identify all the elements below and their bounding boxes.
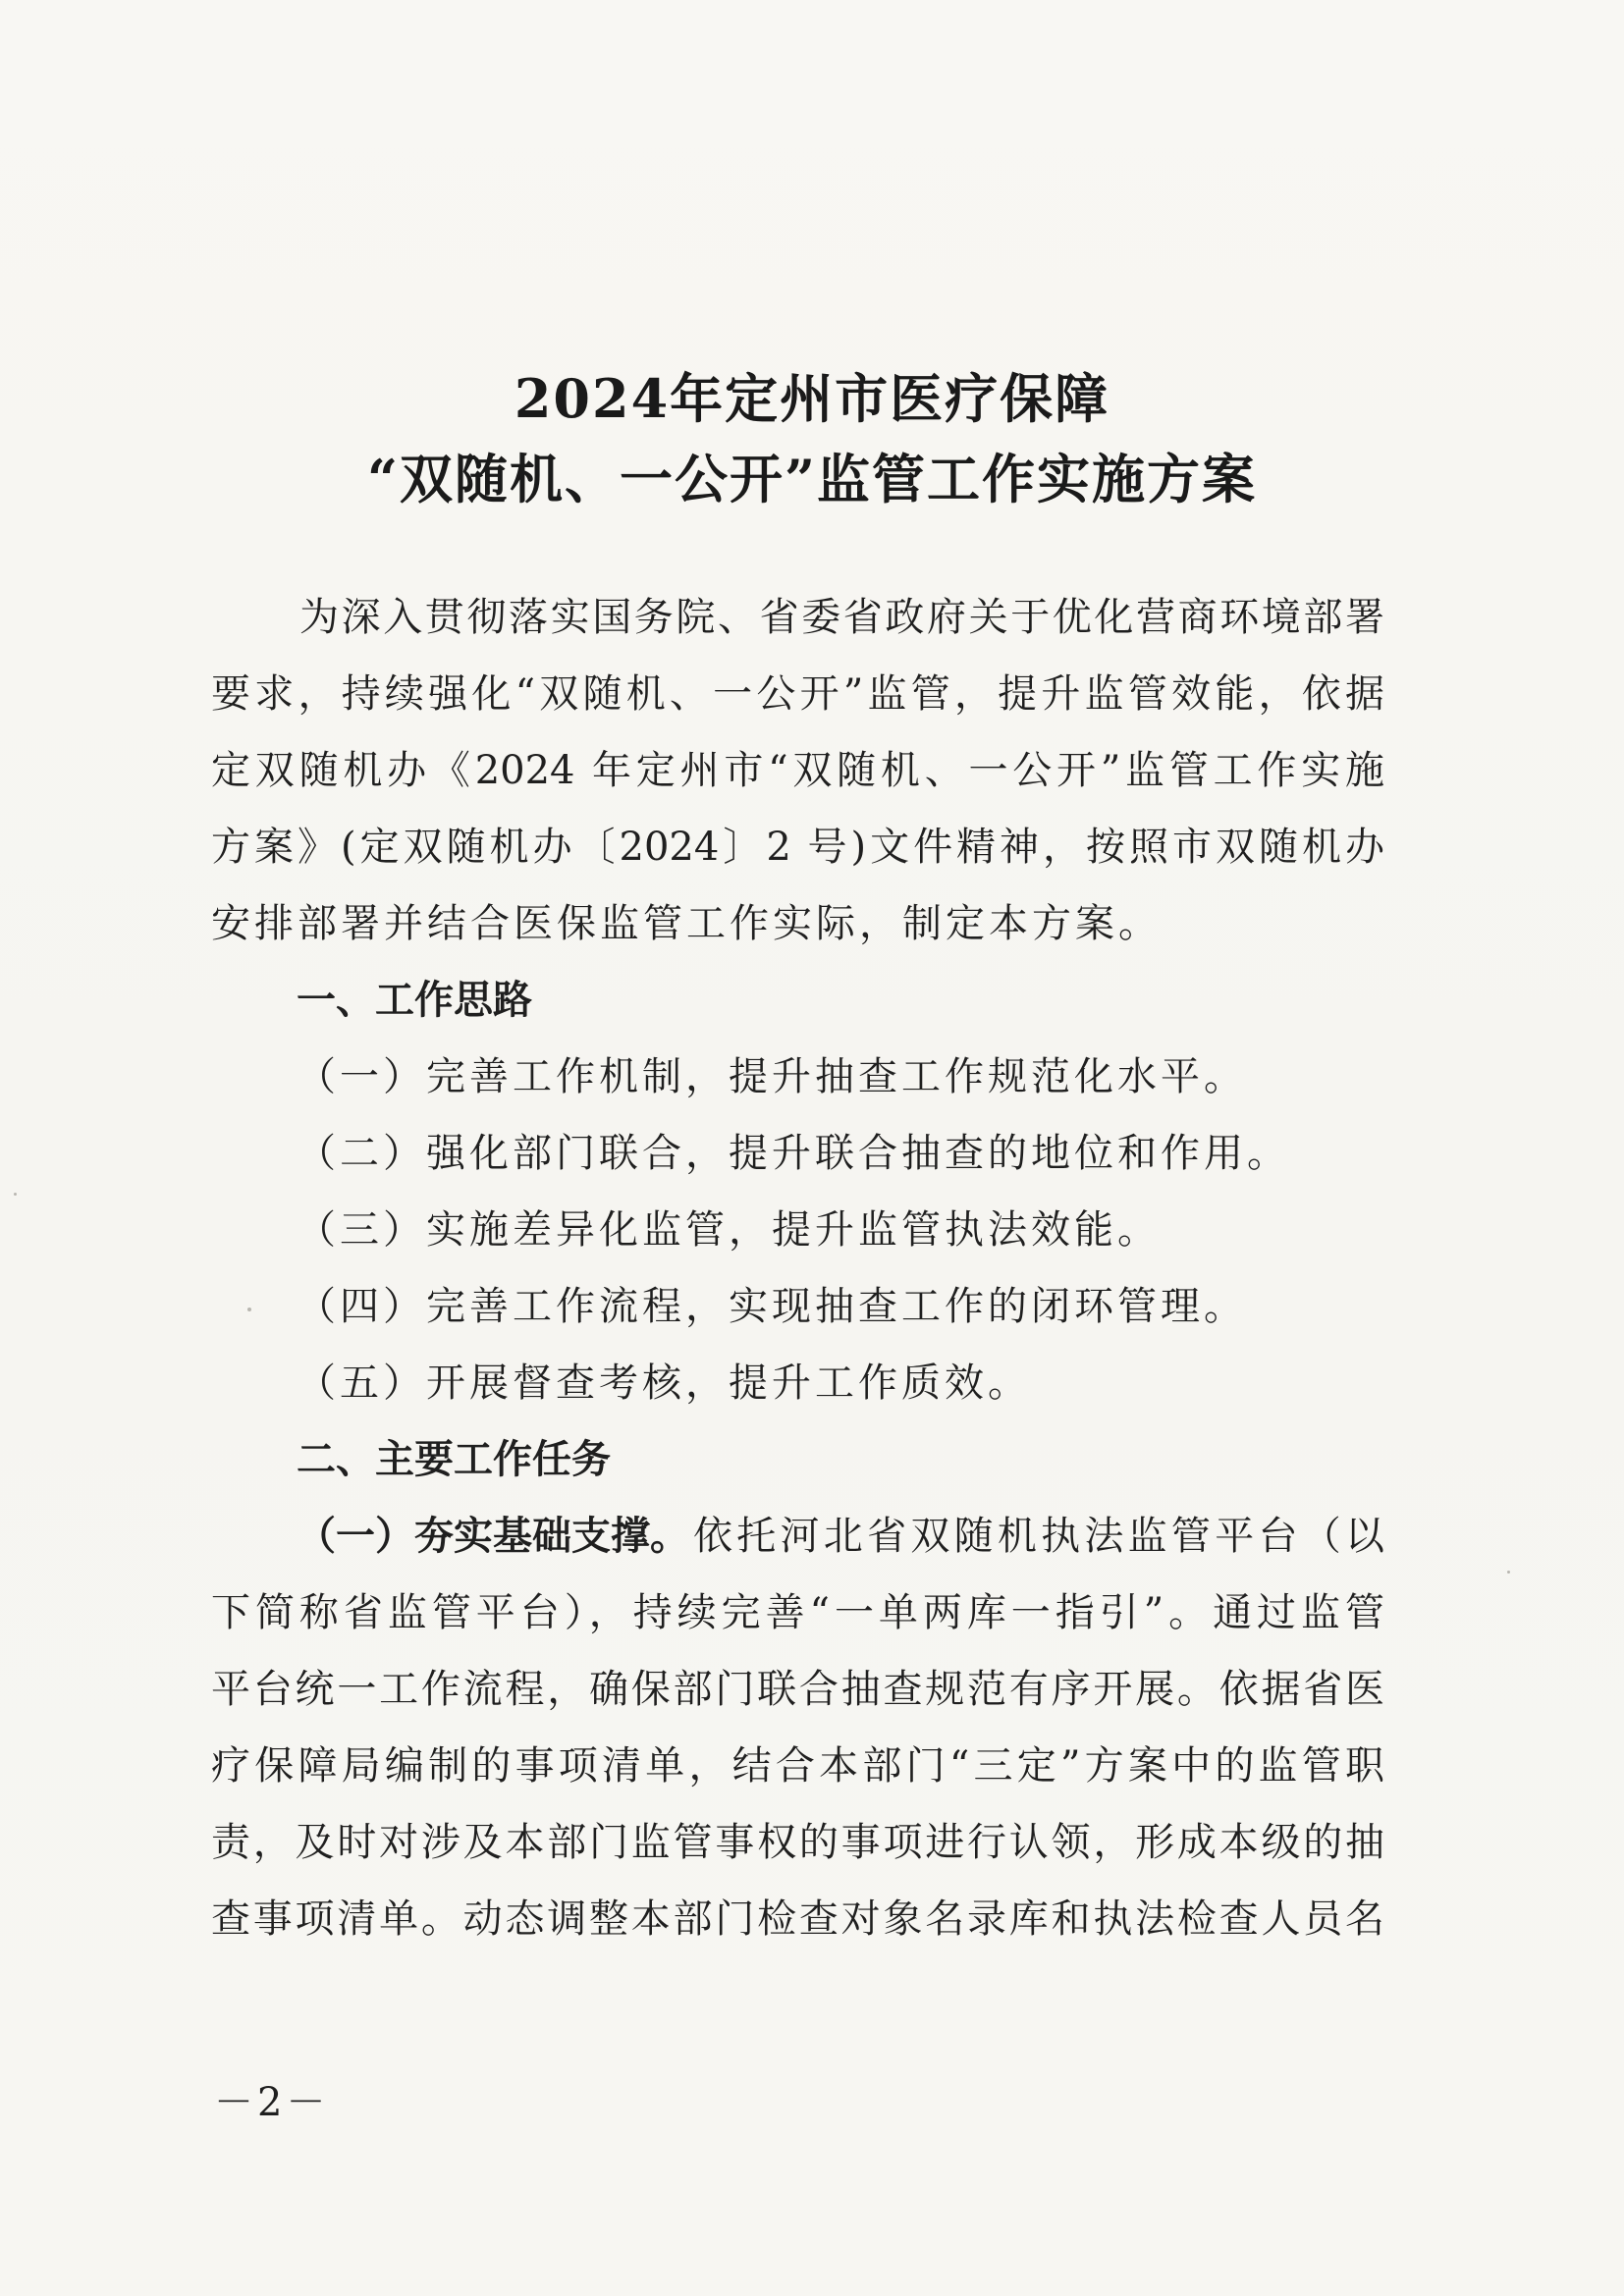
section1-item-4: （四）完善工作流程，实现抽查工作的闭环管理。 <box>297 1284 1247 1329</box>
scan-speck <box>247 1308 251 1311</box>
document-title-line-1: 2024年定州市医疗保障 <box>514 367 1110 430</box>
section2-item-1-first-rest: 依托河北省双随机执法监管平台（以 <box>693 1514 1384 1559</box>
intro-line-2: 要求，持续强化“双随机、一公开”监管，提升监管效能，依据 <box>211 671 1384 717</box>
section-heading-2: 二、主要工作任务 <box>297 1437 611 1482</box>
scan-speck <box>14 1193 17 1196</box>
section2-item-1-lead: （一）夯实基础支撑。 <box>297 1513 689 1559</box>
intro-line-3: 定双随机办《2024 年定州市“双随机、一公开”监管工作实施 <box>211 748 1384 793</box>
page-number: －2－ <box>214 2080 330 2125</box>
section1-item-1: （一）完善工作机制，提升抽查工作规范化水平。 <box>297 1054 1247 1099</box>
section1-item-5: （五）开展督查考核，提升工作质效。 <box>297 1361 1031 1406</box>
section1-item-2: （二）强化部门联合，提升联合抽查的地位和作用。 <box>297 1131 1290 1176</box>
intro-line-1: 为深入贯彻落实国务院、省委省政府关于优化营商环境部署 <box>299 595 1384 640</box>
section2-item-1-line-4: 疗保障局编制的事项清单，结合本部门“三定”方案中的监管职 <box>211 1743 1384 1789</box>
section-heading-1: 一、工作思路 <box>297 978 532 1023</box>
section2-item-1-line-2: 下简称省监管平台），持续完善“一单两库一指引”。通过监管 <box>211 1590 1384 1635</box>
section2-item-1-line-6: 查事项清单。动态调整本部门检查对象名录库和执法检查人员名 <box>211 1896 1384 1942</box>
document-title-line-2: “双随机、一公开”监管工作实施方案 <box>366 448 1258 510</box>
section2-item-1-first-line <box>297 1511 1384 1562</box>
intro-line-5: 安排部署并结合医保监管工作实际，制定本方案。 <box>211 901 1162 946</box>
section2-item-1-line-3: 平台统一工作流程，确保部门联合抽查规范有序开展。依据省医 <box>211 1667 1384 1712</box>
section1-item-3: （三）实施差异化监管，提升监管执法效能。 <box>297 1207 1161 1253</box>
section2-item-1-line-5: 责，及时对涉及本部门监管事权的事项进行认领，形成本级的抽 <box>211 1820 1384 1865</box>
intro-line-4: 方案》(定双随机办〔2024〕2 号)文件精神，按照市双随机办 <box>211 825 1384 870</box>
scan-speck <box>1507 1571 1510 1574</box>
